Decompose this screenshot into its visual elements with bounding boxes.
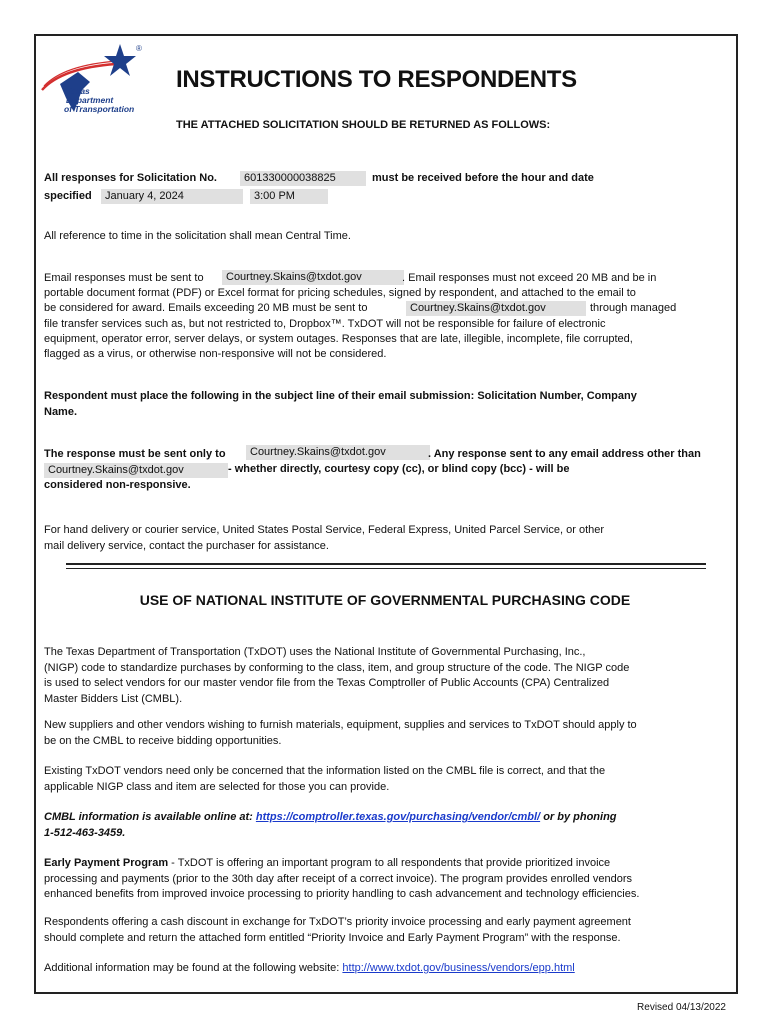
nigp-p1-line: (NIGP) code to standardize purchases by conforming to the class, item, and group structure of the code. The NIGP code [44,661,630,674]
response-only-prefix: The response must be sent only to [44,448,226,460]
cmbl-phone: 1-512-463-3459. [44,826,126,839]
email-field-1[interactable]: Courtney.Skains@txdot.gov [222,270,404,285]
response-email-field-2[interactable]: Courtney.Skains@txdot.gov [44,463,228,478]
solicitation-number-field[interactable]: 601330000038825 [240,171,366,186]
cmbl-prefix: CMBL information is available online at: [44,811,253,823]
revised-date: Revised 04/13/2022 [637,1002,726,1013]
email-line-6: flagged as a virus, or otherwise non-responsive will not be considered. [44,348,387,360]
additional-info-prefix: Additional information may be found at the following website: [44,962,340,974]
nigp-paragraph-2 [44,718,740,749]
nigp-p3-line: Existing TxDOT vendors need only be concerned that the information listed on the CMBL file is correct, and that the [44,765,606,777]
nigp-paragraph-1 [44,645,740,707]
discount-line: Respondents offering a cash discount in exchange for TxDOT’s priority invoice processing and early payment agreement [44,916,631,928]
email-field-2[interactable]: Courtney.Skains@txdot.gov [406,301,586,316]
email-line-1-suffix: . Email responses must not exceed 20 MB and be in [402,272,657,284]
logo-line-3: of Transportation [64,104,135,114]
page-subtitle: THE ATTACHED SOLICITATION SHOULD BE RETURNED AS FOLLOWS: [176,119,551,131]
hand-delivery-line-2: mail delivery service, contact the purchaser for assistance. [44,540,329,552]
subject-line-2: Name. [44,406,78,418]
nigp-paragraph-3 [44,764,740,795]
logo-line-1: Texas [66,86,90,96]
due-date-field[interactable]: January 4, 2024 [101,189,243,204]
specified-label: specified [44,190,92,202]
email-line-1-prefix: Email responses must be sent to [44,272,204,284]
email-line-5: equipment, operator error, server delays, or system outages. Responses that are late, illegible, incomplete, file corrupted, [44,333,633,345]
registered-mark: ® [136,44,142,53]
email-line-3-suffix: through managed [590,302,677,314]
due-time-field[interactable]: 3:00 PM [250,189,328,204]
response-only-line-2: - whether directly, courtesy copy (cc), or blind copy (bcc) - will be [228,463,570,475]
page-title: INSTRUCTIONS TO RESPONDENTS [176,66,577,93]
logo-line-2: Department [66,95,114,105]
section-divider [66,563,706,565]
cmbl-suffix: or by phoning [543,811,617,823]
epp-link[interactable]: http://www.txdot.gov/business/vendors/epp.html [342,962,575,974]
logo-star-icon [104,44,136,76]
email-line-2: portable document format (PDF) or Excel format for pricing schedules, signed by respondent, and attached to the email to [44,287,636,299]
section-divider-thin [66,568,706,569]
received-label: must be received before the hour and date [372,172,594,184]
cmbl-link[interactable]: https://comptroller.texas.gov/purchasing/vendor/cmbl/ [255,811,541,823]
additional-info [44,961,740,977]
email-line-3-prefix: be considered for award. Emails exceeding 20 MB must be sent to [44,302,368,314]
early-payment-paragraph [44,856,740,903]
response-only-suffix: . Any response sent to any email address other than [428,448,701,460]
discount-paragraph [44,915,740,946]
solicitation-label: All responses for Solicitation No. [44,172,217,184]
nigp-p1-line: The Texas Department of Transportation (TxDOT) uses the National Institute of Governmental Purchasing, Inc., [44,646,586,658]
nigp-p2-line: New suppliers and other vendors wishing to furnish materials, equipment, supplies and services to TxDOT should apply to [44,719,637,731]
central-time-note: All reference to time in the solicitation shall mean Central Time. [44,230,351,242]
nigp-p1-line: is used to select vendors for our master vendor file from the Texas Comptroller of Public Accounts (CPA) Centralized [44,677,610,690]
early-payment-line: - TxDOT is offering an important program to all respondents that provide prioritized invoice [168,857,611,869]
logo-text [66,87,134,114]
response-only-line-3: considered non-responsive. [44,479,191,491]
discount-line: should complete and return the attached form entitled “Priority Invoice and Early Payment Program” with the response. [44,931,621,944]
nigp-p1-line: Master Bidders List (CMBL). [44,692,183,705]
cmbl-info [44,810,740,841]
nigp-p2-line: be on the CMBL to receive bidding opportunities. [44,734,282,747]
early-payment-line: enhanced benefits from improved invoice processing to priority handling to cash advancement and technology efficiencies. [44,888,640,901]
early-payment-line: processing and payments (prior to the 30th day after receipt of a correct invoice). The program provides enrolled vendors [44,872,632,885]
early-payment-title: Early Payment Program [44,857,169,869]
nigp-p3-line: applicable NIGP class and item are selected for those you can provide. [44,780,390,793]
hand-delivery-line-1: For hand delivery or courier service, United States Postal Service, Federal Express, United Parcel Service, or other [44,524,605,536]
response-email-field-1[interactable]: Courtney.Skains@txdot.gov [246,445,430,460]
nigp-section-title: USE OF NATIONAL INSTITUTE OF GOVERNMENTAL PURCHASING CODE [139,592,631,608]
email-line-4: file transfer services such as, but not restricted to, Dropbox™. TxDOT will not be responsible for failure of electronic [44,318,606,330]
subject-line-1: Respondent must place the following in the subject line of their email submission: Solicitation Number, Company [44,390,637,402]
